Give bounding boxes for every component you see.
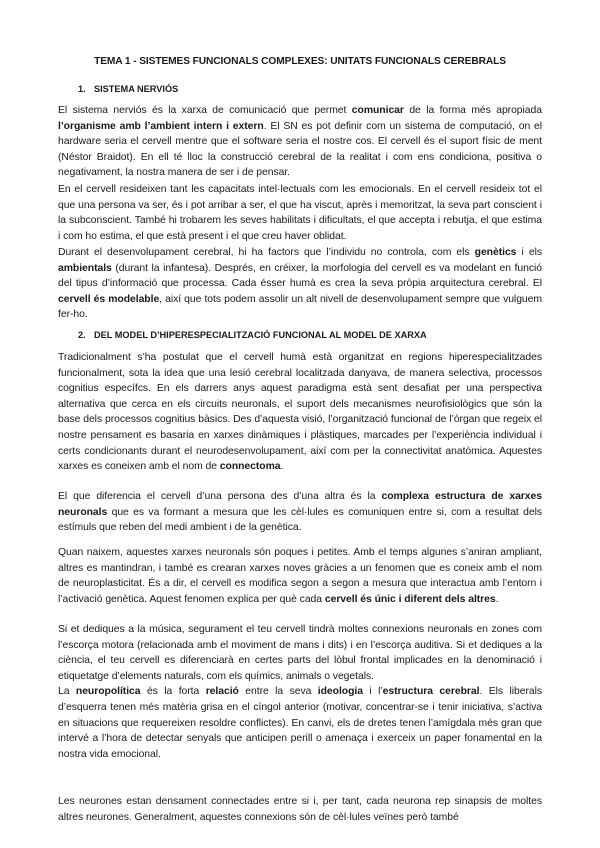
document-title: TEMA 1 - SISTEMES FUNCIONALS COMPLEXES: UNITATS FUNCIONALS CEREBRALS xyxy=(94,56,506,67)
text-run: Tradicionalment s’ha postulat que el cervell humà està organitzat en regions hiperespecialitzades funcionalment, sota la idea que una lesió cerebral localitzada danyava, de manera selectiva, processos cognitius específcs. En els darrers anys aquest paradigma està sent desafiat per una perspectiva alternativa que cerca en els circuits neuronals, el suport dels mecanismes neurofisiològics que són la base dels processos cognitius bàsics. Des d’aquesta visió, l’organització funcional de l’òrgan que regeix el nostre pensament es basaria en xarxes dinàmiques i plàstiques, marcades per l’experiència individual i certs condicionants durant el neurodesenvolupament, així com per la connectivitat anatòmica. Aquestes xarxes es coneixen amb el nom de xyxy=(58,352,542,473)
text-run: i els xyxy=(516,247,542,258)
section-title: DEL MODEL D’HIPERESPECIALITZACIÓ FUNCIONAL AL MODEL DE XARXA xyxy=(94,330,427,340)
text-run: El que diferencia el cervell d’una persona des d’una altra és la xyxy=(58,491,382,502)
bold-text: cervell és modelable xyxy=(58,293,160,305)
bold-text: comunicar xyxy=(351,105,404,116)
text-run: és la forta xyxy=(140,686,206,698)
bold-text: cervell és únic i diferent dels altres xyxy=(324,593,496,605)
paragraph-1 xyxy=(58,103,542,181)
text-run: . El SN es pot definir com un sistema de computació, on el hardware seria el cervell mentre que el software seria el nostre cos. El cervell és el suport físic de ment (Néstor Braidot). En ell té lloc la construcció cerebral de la realitat i com ens condiciona, positiva o negativament, la nostra manera de ser i de pensar. xyxy=(58,120,543,179)
text-run: i l’ xyxy=(362,686,383,698)
text-run: El sistema nerviós és la xarxa de comunicació que permet xyxy=(58,105,352,116)
paragraph-4 xyxy=(58,350,542,475)
text-run: entre la seva xyxy=(238,686,318,698)
text-run: . Els liberals d’esquerra tenen més matèria grisa en el cíngol anterior (motivar, concentrar-se i tenir iniciativa, s’activa en situacions que requereixen resoldre conflictes). En canvi, els de dretes tenen l’amígdala més gran que intervé a l’hora de detectar senyals que anticipen perill o amenaça i exerceix un paper fonamental en la nostra vida emocional. xyxy=(58,686,542,760)
paragraph-5 xyxy=(58,489,542,536)
text-run: Durant el desenvolupament cerebral, hi ha factors que l’individu no controla, com els xyxy=(58,247,475,258)
paragraph-8: Les neurones estan densament connectades entre si i, per tant, cada neurona rep sinapsis de moltes altres neurones. Generalment, aquestes connexions són de cèl·lules veïnes però també xyxy=(58,796,542,823)
section-heading-1 xyxy=(78,84,178,94)
bold-text: relació xyxy=(205,686,239,698)
section-heading-2 xyxy=(78,330,427,340)
paragraph-3 xyxy=(58,245,542,323)
bold-text: complexa estructura de xarxes neuronals xyxy=(58,491,542,518)
text-run: de la forma més apropiada xyxy=(403,105,542,116)
bold-text: estructura cerebral xyxy=(382,686,480,698)
text-run: (durant la infantesa). Després, en créixer, la morfologia del cervell es va modelant en funció del tipus d’informació que processa. Cada ésser humà es crea la seva pròpia arquitectura cerebral. El xyxy=(58,262,542,290)
bold-text: l’organisme amb l’ambient intern i extern xyxy=(58,120,264,132)
bold-text: ambientals xyxy=(58,262,112,274)
text-run: , així que tots podem assolir un alt nivell de desenvolupament sempre que vulguem fer-ho. xyxy=(58,293,542,321)
section-number: 1. xyxy=(78,84,86,94)
section-title: SISTEMA NERVIÓS xyxy=(94,84,179,94)
bold-text: genètics xyxy=(474,247,517,258)
paragraph-7 xyxy=(58,622,542,762)
bold-text: neuropolítica xyxy=(75,686,141,698)
bold-text: connectoma xyxy=(219,461,281,473)
text-run: Quan naixem, aquestes xarxes neuronals són poques i petites. Amb el temps algunes s’aniran ampliant, altres es mantindran, i també es crearan xarxes noves gràcies a un fenomen que es coneix amb el nom de neuroplasticitat. És a dir, el cervell es modifica segon a segon a mesura que interactua amb l’entorn i l’activació genètica. Aquest fenomen explica per què cada xyxy=(58,547,542,605)
text-run: que es va formant a mesura que les cèl·lules es comuniquen entre si, com a resultat dels estímuls que reben del medi ambient i de la genètica. xyxy=(58,506,542,534)
paragraph-6 xyxy=(58,545,542,607)
text-run: . xyxy=(495,593,499,605)
section-number: 2. xyxy=(78,330,86,340)
bold-text: ideologia xyxy=(317,686,363,698)
text-run: . xyxy=(280,461,284,473)
text-run: Si et dediques a la música, segurament el teu cervell tindrà moltes connexions neuronals en zones com l’escorça motora (relacionada amb el moviment de mans i dits) i en l’escorça auditiva. Si et dediques a la ciència, el teu cervell es diferenciarà en certes parts del lòbul frontal implicades en la denominació i etiquetatge d’elements naturals, com els químics, animals o vegetals. xyxy=(58,624,542,682)
text-run: La xyxy=(58,686,76,698)
paragraph-2: En el cervell resideixen tant les capacitats intel·lectuals com les emocionals. En el cervell resideix tot el que una persona va ser, és i pot arribar a ser, el que ha viscut, après i memoritzat, la seva part conscient i la subconscient. També hi trobarem les seves habilitats i dificultats, el que accepta i rebutja, el que estima i com ho estima, el que està present i el que creu haver oblidat. xyxy=(58,184,542,242)
